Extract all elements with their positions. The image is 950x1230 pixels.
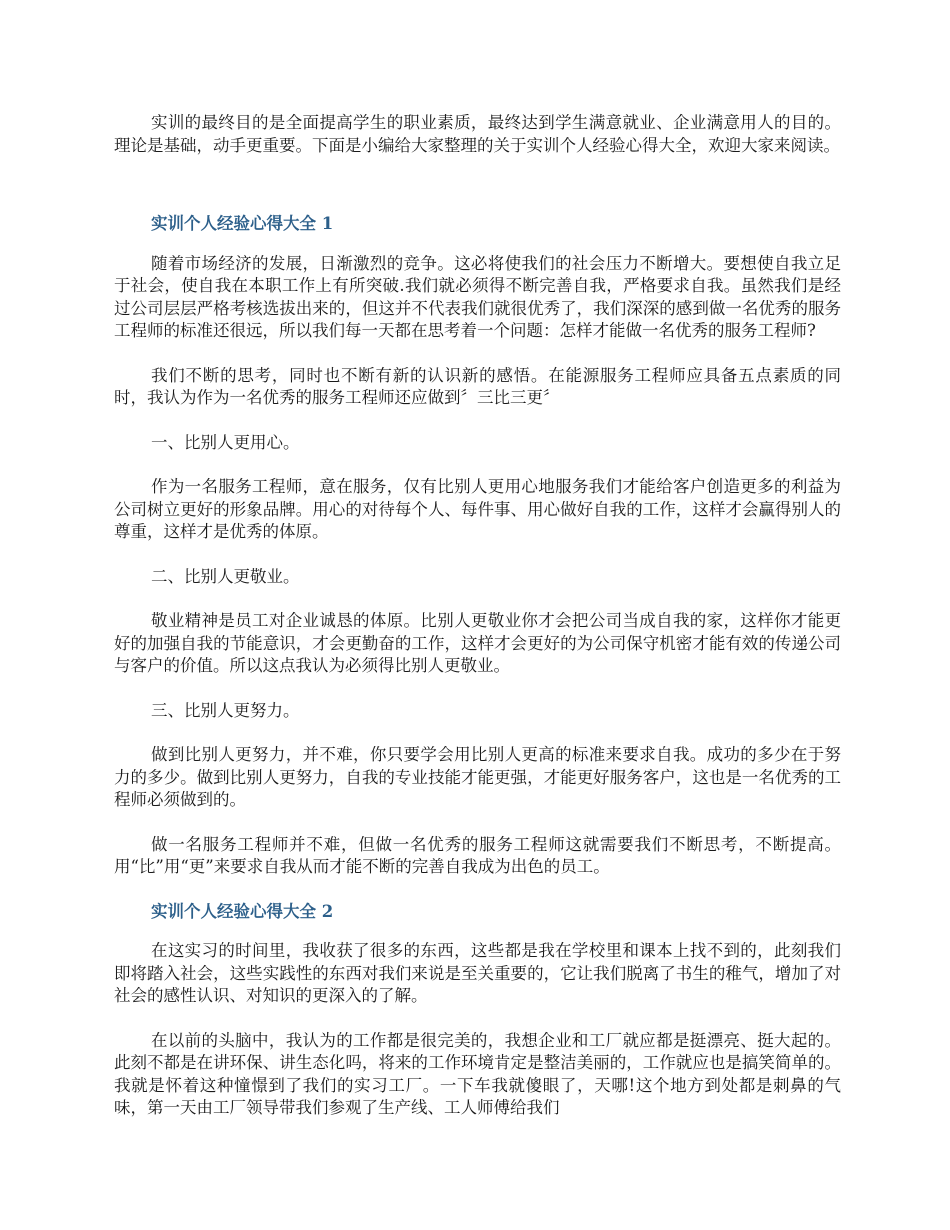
spacer	[114, 410, 841, 432]
spacer	[114, 236, 841, 253]
section-1-conclusion: 做一名服务工程师并不难，但做一名优秀的服务工程师这就需要我们不断思考，不断提高。用“比”用“更”来要求自我从而才能不断的完善自我成为出色的员工。	[114, 834, 841, 876]
section-2-paragraph-1: 在这实习的时间里，我收获了很多的东西，这些都是我在学校里和课本上找不到的，此刻我们即将踏入社会，这些实践性的东西对我们来说是至关重要的，它让我们脱离了书生的稚气，增加了对社会的感性认识、对知识的更深入的了解。	[114, 941, 841, 1005]
spacer	[114, 923, 841, 940]
spacer	[114, 454, 841, 476]
spacer	[114, 812, 841, 834]
spacer	[114, 343, 841, 365]
document-page	[114, 112, 841, 1120]
spacer	[114, 1008, 841, 1030]
point-3-title: 三、比别人更努力。	[151, 700, 300, 720]
point-3-body: 做到比别人更努力，并不难，你只要学会用比别人更高的标准来要求自我。成功的多少在于努力的多少。做到比别人更努力，自我的专业技能才能更强，才能更好服务客户，这也是一名优秀的工程师必须做到的。	[114, 745, 841, 809]
section-1-paragraph-1: 随着市场经济的发展，日渐激烈的竞争。这必将使我们的社会压力不断增大。要想使自我立足于社会，使自我在本职工作上有所突破.我们就必须得不断完善自我，严格要求自我。虽然我们是经过公司层层严格考核选拔出来的，但这并不代表我们就很优秀了，我们深深的感到做一名优秀的服务工程师的标准还很远，所以我们每一天都在思考着一个问题：怎样才能做一名优秀的服务工程师?	[114, 253, 841, 340]
spacer	[114, 544, 841, 566]
spacer	[114, 879, 841, 901]
point-1-body: 作为一名服务工程师，意在服务，仅有比别人更用心地服务我们才能给客户创造更多的利益为公司树立更好的形象品牌。用心的对待每个人、每件事、用心做好自我的工作，这样才会赢得别人的尊重，这样才是优秀的体原。	[114, 477, 841, 541]
section-2-paragraph-2: 在以前的头脑中，我认为的工作都是很完美的，我想企业和工厂就应都是挺漂亮、挺大起的。此刻不都是在讲环保、讲生态化吗，将来的工作环境肯定是整洁美丽的，工作就应也是搞笑简单的。我就是怀着这种憧憬到了我们的实习工厂。一下车我就傻眼了，天哪!这个地方到处都是刺鼻的气味，第一天由工厂领导带我们参观了生产线、工人师傅给我们	[114, 1030, 841, 1117]
spacer	[114, 157, 841, 213]
spacer	[114, 678, 841, 700]
section-1-heading: 实训个人经验心得大全 1	[151, 214, 334, 233]
intro-paragraph: 实训的最终目的是全面提高学生的职业素质，最终达到学生满意就业、企业满意用人的目的。理论是基础，动手更重要。下面是小编给大家整理的关于实训个人经验心得大全，欢迎大家来阅读。	[114, 113, 841, 155]
section-2-heading: 实训个人经验心得大全 2	[151, 901, 334, 921]
spacer	[114, 722, 841, 744]
point-2-title: 二、比别人更敬业。	[151, 566, 300, 586]
spacer	[114, 588, 841, 610]
point-2-body: 敬业精神是员工对企业诚恳的体原。比别人更敬业你才会把公司当成自我的家，这样你才能更好的加强自我的节能意识，才会更勤奋的工作，这样才会更好的为公司保守机密才能有效的传递公司与客户的价值。所以这点我认为必须得比别人更敬业。	[114, 611, 841, 675]
point-1-title: 一、比别人更用心。	[151, 432, 300, 452]
section-1-paragraph-2: 我们不断的思考，同时也不断有新的认识新的感悟。在能源服务工程师应具备五点素质的同时，我认为作为一名优秀的服务工程师还应做到〞三比三更〞	[114, 365, 841, 407]
